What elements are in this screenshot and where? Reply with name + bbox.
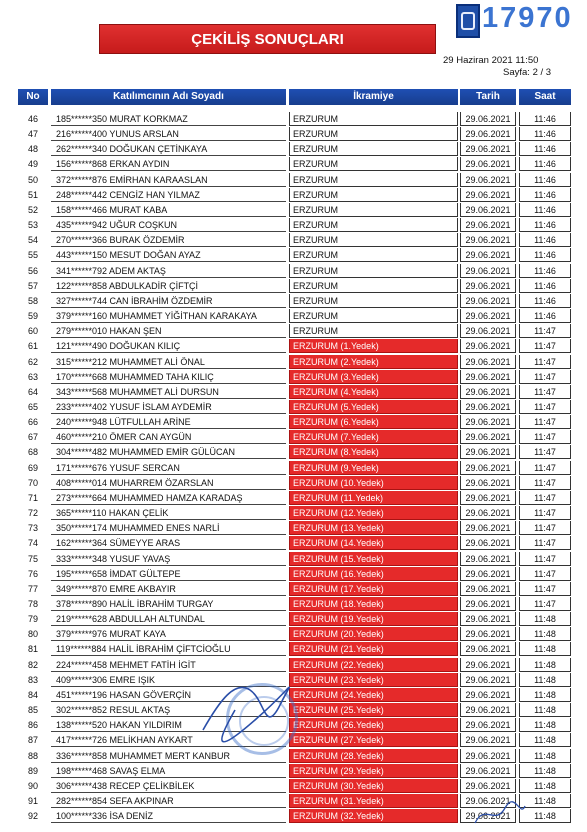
date-cell: 29.06.2021: [460, 127, 516, 141]
time-cell: 11:48: [519, 612, 571, 626]
time-cell: 11:46: [519, 173, 571, 187]
prize-cell: ERZURUM (28.Yedek): [289, 749, 458, 763]
date-cell: 29.06.2021: [460, 188, 516, 202]
prize-cell: ERZURUM (21.Yedek): [289, 642, 458, 656]
date-cell: 29.06.2021: [460, 794, 516, 808]
column-header-time: Saat: [519, 89, 571, 105]
time-cell: 11:46: [519, 127, 571, 141]
prize-cell: ERZURUM (19.Yedek): [289, 612, 458, 626]
table-row: [0, 415, 587, 430]
date-cell: 29.06.2021: [460, 627, 516, 641]
date-cell: 29.06.2021: [460, 521, 516, 535]
participant-name: 302******852 RESUL AKTAŞ: [51, 703, 286, 717]
participant-name: 451******196 HASAN GÖVERÇİN: [51, 688, 286, 702]
time-cell: 11:46: [519, 218, 571, 232]
participant-name: 379******976 MURAT KAYA: [51, 627, 286, 641]
time-cell: 11:47: [519, 400, 571, 414]
participant-name: 185******350 MURAT KORKMAZ: [51, 112, 286, 126]
row-number: 73: [27, 523, 38, 534]
table-row: [0, 627, 587, 642]
column-header-name: Katılımcının Adı Soyadı: [51, 89, 286, 105]
time-cell: 11:47: [519, 430, 571, 444]
table-row: [0, 324, 587, 339]
row-number: 86: [27, 720, 38, 731]
prize-cell: ERZURUM (17.Yedek): [289, 582, 458, 596]
table-row: [0, 127, 587, 142]
row-number: 63: [27, 371, 38, 382]
time-cell: 11:48: [519, 718, 571, 732]
participant-name: 333******348 YUSUF YAVAŞ: [51, 552, 286, 566]
date-cell: 29.06.2021: [460, 673, 516, 687]
prize-cell: ERZURUM (18.Yedek): [289, 597, 458, 611]
prize-cell: ERZURUM: [289, 264, 458, 278]
row-number: 89: [27, 765, 38, 776]
time-cell: 11:47: [519, 355, 571, 369]
column-header-date: Tarih: [460, 89, 516, 105]
date-cell: 29.06.2021: [460, 612, 516, 626]
row-number: 90: [27, 780, 38, 791]
time-cell: 11:46: [519, 188, 571, 202]
date-cell: 29.06.2021: [460, 597, 516, 611]
participant-name: 138******520 HAKAN YILDIRIM: [51, 718, 286, 732]
time-cell: 11:46: [519, 112, 571, 126]
date-cell: 29.06.2021: [460, 279, 516, 293]
participant-name: 341******792 ADEM AKTAŞ: [51, 264, 286, 278]
date-cell: 29.06.2021: [460, 764, 516, 778]
column-header-prize: İkramiye: [289, 89, 458, 105]
participant-name: 327******744 CAN İBRAHİM ÖZDEMİR: [51, 294, 286, 308]
participant-name: 282******854 SEFA AKPINAR: [51, 794, 286, 808]
table-row: [0, 779, 587, 794]
row-number: 70: [27, 477, 38, 488]
time-cell: 11:46: [519, 248, 571, 262]
row-number: 79: [27, 614, 38, 625]
row-number: 82: [27, 659, 38, 670]
table-row: [0, 248, 587, 263]
date-cell: 29.06.2021: [460, 733, 516, 747]
prize-cell: ERZURUM: [289, 294, 458, 308]
participant-name: 417******726 MELİKHAN AYKART: [51, 733, 286, 747]
participant-name: 224******458 MEHMET FATİH İGİT: [51, 658, 286, 672]
table-row: [0, 157, 587, 172]
participant-name: 233******402 YUSUF İSLAM AYDEMİR: [51, 400, 286, 414]
date-cell: 29.06.2021: [460, 415, 516, 429]
participant-name: 248******442 CENGİZ HAN YILMAZ: [51, 188, 286, 202]
prize-cell: ERZURUM (24.Yedek): [289, 688, 458, 702]
time-cell: 11:47: [519, 476, 571, 490]
prize-cell: ERZURUM (20.Yedek): [289, 627, 458, 641]
table-row: [0, 764, 587, 779]
date-cell: 29.06.2021: [460, 157, 516, 171]
time-cell: 11:46: [519, 233, 571, 247]
prize-cell: ERZURUM (13.Yedek): [289, 521, 458, 535]
date-cell: 29.06.2021: [460, 445, 516, 459]
table-row: [0, 309, 587, 324]
row-number: 49: [27, 159, 38, 170]
date-cell: 29.06.2021: [460, 491, 516, 505]
time-cell: 11:48: [519, 658, 571, 672]
row-number: 72: [27, 508, 38, 519]
time-cell: 11:46: [519, 264, 571, 278]
row-number: 68: [27, 447, 38, 458]
prize-cell: ERZURUM: [289, 157, 458, 171]
row-number: 91: [27, 796, 38, 807]
date-cell: 29.06.2021: [460, 430, 516, 444]
date-cell: 29.06.2021: [460, 461, 516, 475]
table-row: [0, 264, 587, 279]
table-row: [0, 582, 587, 597]
table-row: [0, 173, 587, 188]
date-cell: 29.06.2021: [460, 552, 516, 566]
date-cell: 29.06.2021: [460, 203, 516, 217]
time-cell: 11:47: [519, 445, 571, 459]
time-cell: 11:48: [519, 749, 571, 763]
table-row: [0, 536, 587, 551]
row-number: 59: [27, 311, 38, 322]
date-cell: 29.06.2021: [460, 718, 516, 732]
participant-name: 343******568 MUHAMMET ALİ DURSUN: [51, 385, 286, 399]
participant-name: 219******628 ABDULLAH ALTUNDAL: [51, 612, 286, 626]
time-cell: 11:46: [519, 309, 571, 323]
participant-name: 336******858 MUHAMMET MERT KANBUR: [51, 749, 286, 763]
date-cell: 29.06.2021: [460, 294, 516, 308]
participant-name: 171******676 YUSUF SERCAN: [51, 461, 286, 475]
initials-signature-icon: [470, 798, 530, 828]
row-number: 56: [27, 265, 38, 276]
prize-cell: ERZURUM: [289, 188, 458, 202]
row-number: 84: [27, 689, 38, 700]
table-row: [0, 339, 587, 354]
time-cell: 11:47: [519, 385, 571, 399]
row-number: 83: [27, 674, 38, 685]
prize-cell: ERZURUM (9.Yedek): [289, 461, 458, 475]
participant-name: 378******890 HALİL İBRAHİM TURGAY: [51, 597, 286, 611]
table-row: [0, 461, 587, 476]
time-cell: 11:48: [519, 794, 571, 808]
table-row: [0, 400, 587, 415]
date-cell: 29.06.2021: [460, 749, 516, 763]
prize-cell: ERZURUM (7.Yedek): [289, 430, 458, 444]
date-cell: 29.06.2021: [460, 264, 516, 278]
table-row: [0, 188, 587, 203]
row-number: 69: [27, 462, 38, 473]
time-cell: 11:47: [519, 461, 571, 475]
prize-cell: ERZURUM: [289, 142, 458, 156]
draw-date-time: 29 Haziran 2021 11:50: [443, 55, 539, 66]
table-row: [0, 355, 587, 370]
prize-cell: ERZURUM: [289, 112, 458, 126]
table-row: [0, 491, 587, 506]
date-cell: 29.06.2021: [460, 703, 516, 717]
row-number: 60: [27, 326, 38, 337]
row-number: 47: [27, 129, 38, 140]
column-header-no: No: [18, 89, 48, 105]
time-cell: 11:48: [519, 688, 571, 702]
row-number: 76: [27, 568, 38, 579]
participant-name: 306******438 RECEP ÇELİKBİLEK: [51, 779, 286, 793]
row-number: 54: [27, 235, 38, 246]
participant-name: 435******942 UĞUR COŞKUN: [51, 218, 286, 232]
row-number: 77: [27, 583, 38, 594]
signature-icon: [195, 660, 305, 750]
time-cell: 11:48: [519, 809, 571, 823]
table-row: [0, 279, 587, 294]
table-row: [0, 476, 587, 491]
prize-cell: ERZURUM (11.Yedek): [289, 491, 458, 505]
time-cell: 11:47: [519, 552, 571, 566]
participant-name: 156******868 ERKAN AYDIN: [51, 157, 286, 171]
row-number: 78: [27, 599, 38, 609]
participant-name: 162******364 SÜMEYYE ARAS: [51, 536, 286, 550]
table-row: [0, 612, 587, 627]
table-row: [0, 597, 587, 612]
date-cell: 29.06.2021: [460, 355, 516, 369]
participant-name: 119******884 HALİL İBRAHİM ÇİFTCİOĞLU: [51, 642, 286, 656]
date-cell: 29.06.2021: [460, 370, 516, 384]
prize-cell: ERZURUM (31.Yedek): [289, 794, 458, 808]
row-number: 51: [27, 189, 38, 200]
date-cell: 29.06.2021: [460, 688, 516, 702]
table-row: [0, 203, 587, 218]
table-row: [0, 749, 587, 764]
date-cell: 29.06.2021: [460, 658, 516, 672]
time-cell: 11:47: [519, 324, 571, 338]
time-cell: 11:47: [519, 339, 571, 353]
prize-cell: ERZURUM (27.Yedek): [289, 733, 458, 747]
prize-cell: ERZURUM: [289, 203, 458, 217]
row-number: 81: [27, 644, 38, 655]
row-number: 80: [27, 629, 38, 640]
participant-name: 158******466 MURAT KABA: [51, 203, 286, 217]
prize-cell: ERZURUM (23.Yedek): [289, 673, 458, 687]
time-cell: 11:47: [519, 521, 571, 535]
time-cell: 11:48: [519, 764, 571, 778]
participant-name: 195******658 İMDAT GÜLTEPE: [51, 567, 286, 581]
prize-cell: ERZURUM: [289, 309, 458, 323]
participant-name: 304******482 MUHAMMED EMİR GÜLÜCAN: [51, 445, 286, 459]
time-cell: 11:47: [519, 536, 571, 550]
date-cell: 29.06.2021: [460, 248, 516, 262]
prize-cell: ERZURUM: [289, 218, 458, 232]
row-number: 55: [27, 250, 38, 261]
date-cell: 29.06.2021: [460, 142, 516, 156]
table-row: [0, 506, 587, 521]
table-row: [0, 552, 587, 567]
prize-cell: ERZURUM (26.Yedek): [289, 718, 458, 732]
date-cell: 29.06.2021: [460, 218, 516, 232]
date-cell: 29.06.2021: [460, 400, 516, 414]
prize-cell: ERZURUM (5.Yedek): [289, 400, 458, 414]
prize-cell: ERZURUM (12.Yedek): [289, 506, 458, 520]
row-number: 46: [27, 114, 38, 124]
time-cell: 11:47: [519, 506, 571, 520]
time-cell: 11:48: [519, 642, 571, 656]
participant-name: 273******664 MUHAMMED HAMZA KARADAŞ: [51, 491, 286, 505]
prize-cell: ERZURUM (29.Yedek): [289, 764, 458, 778]
row-number: 65: [27, 401, 38, 412]
participant-name: 170******668 MUHAMMED TAHA KILIÇ: [51, 370, 286, 384]
time-cell: 11:48: [519, 733, 571, 747]
table-row: [0, 430, 587, 445]
participant-name: 408******014 MUHARREM ÖZARSLAN: [51, 476, 286, 490]
date-cell: 29.06.2021: [460, 642, 516, 656]
date-cell: 29.06.2021: [460, 339, 516, 353]
row-number: 53: [27, 220, 38, 231]
prize-cell: ERZURUM: [289, 233, 458, 247]
prize-cell: ERZURUM (22.Yedek): [289, 658, 458, 672]
date-cell: 29.06.2021: [460, 779, 516, 793]
table-row: [0, 294, 587, 309]
time-cell: 11:46: [519, 203, 571, 217]
prize-cell: ERZURUM (3.Yedek): [289, 370, 458, 384]
date-cell: 29.06.2021: [460, 233, 516, 247]
page-title: ÇEKİLİŞ SONUÇLARI: [99, 24, 436, 54]
time-cell: 11:47: [519, 370, 571, 384]
participant-name: 350******174 MUHAMMED ENES NARLİ: [51, 521, 286, 535]
participant-name: 349******870 EMRE AKBAYIR: [51, 582, 286, 596]
time-cell: 11:47: [519, 567, 571, 581]
date-cell: 29.06.2021: [460, 582, 516, 596]
participant-name: 198******468 SAVAŞ ELMA: [51, 764, 286, 778]
row-number: 64: [27, 386, 38, 397]
participant-name: 279******010 HAKAN ŞEN: [51, 324, 286, 338]
prize-cell: ERZURUM (16.Yedek): [289, 567, 458, 581]
row-number: 87: [27, 735, 38, 746]
date-cell: 29.06.2021: [460, 476, 516, 490]
row-number: 75: [27, 553, 38, 564]
participant-name: 443******150 MESUT DOĞAN AYAZ: [51, 248, 286, 262]
time-cell: 11:47: [519, 415, 571, 429]
time-cell: 11:47: [519, 491, 571, 505]
prize-cell: ERZURUM (30.Yedek): [289, 779, 458, 793]
prize-cell: ERZURUM: [289, 279, 458, 293]
participant-name: 270******366 BURAK ÖZDEMİR: [51, 233, 286, 247]
row-number: 67: [27, 432, 38, 443]
participant-name: 409******306 EMRE IŞIK: [51, 673, 286, 687]
row-number: 92: [27, 811, 38, 822]
prize-cell: ERZURUM (10.Yedek): [289, 476, 458, 490]
time-cell: 11:48: [519, 673, 571, 687]
table-row: [0, 385, 587, 400]
time-cell: 11:46: [519, 157, 571, 171]
row-number: 71: [27, 492, 38, 503]
brand-logo-icon: [456, 4, 480, 38]
table-row: [0, 567, 587, 582]
date-cell: 29.06.2021: [460, 173, 516, 187]
table-row: [0, 233, 587, 248]
prize-cell: ERZURUM (1.Yedek): [289, 339, 458, 353]
date-cell: 29.06.2021: [460, 809, 516, 823]
prize-cell: ERZURUM (25.Yedek): [289, 703, 458, 717]
prize-cell: ERZURUM (8.Yedek): [289, 445, 458, 459]
date-cell: 29.06.2021: [460, 385, 516, 399]
participant-name: 122******858 ABDULKADİR ÇİFTÇİ: [51, 279, 286, 293]
participant-name: 379******160 MUHAMMET YİĞİTHAN KARAKAYA: [51, 309, 286, 323]
table-row: [0, 218, 587, 233]
participant-name: 365******110 HAKAN ÇELİK: [51, 506, 286, 520]
row-number: 48: [27, 144, 38, 155]
time-cell: 11:47: [519, 582, 571, 596]
participant-name: 262******340 DOĞUKAN ÇETİNKAYA: [51, 142, 286, 156]
prize-cell: ERZURUM (32.Yedek): [289, 809, 458, 823]
row-number: 58: [27, 295, 38, 306]
page-indicator: Sayfa: 2 / 3: [503, 67, 552, 78]
row-number: 57: [27, 280, 38, 291]
row-number: 52: [27, 204, 38, 215]
row-number: 66: [27, 417, 38, 428]
participant-name: 315******212 MUHAMMET ALİ ÖNAL: [51, 355, 286, 369]
document-number: 17970: [482, 2, 573, 34]
prize-cell: ERZURUM: [289, 173, 458, 187]
prize-cell: ERZURUM (2.Yedek): [289, 355, 458, 369]
date-cell: 29.06.2021: [460, 112, 516, 126]
time-cell: 11:46: [519, 279, 571, 293]
time-cell: 11:46: [519, 294, 571, 308]
row-number: 62: [27, 356, 38, 367]
row-number: 88: [27, 750, 38, 761]
participant-name: 121******490 DOĞUKAN KILIÇ: [51, 339, 286, 353]
prize-cell: ERZURUM: [289, 324, 458, 338]
prize-cell: ERZURUM (6.Yedek): [289, 415, 458, 429]
time-cell: 11:48: [519, 703, 571, 717]
prize-cell: ERZURUM (15.Yedek): [289, 552, 458, 566]
date-cell: 29.06.2021: [460, 309, 516, 323]
participant-name: 460******210 ÖMER CAN AYGÜN: [51, 430, 286, 444]
table-row: [0, 521, 587, 536]
participant-name: 100******336 İSA DENİZ: [51, 809, 286, 823]
row-number: 61: [27, 341, 38, 352]
row-number: 50: [27, 174, 38, 185]
time-cell: 11:46: [519, 142, 571, 156]
row-number: 74: [27, 538, 38, 549]
prize-cell: ERZURUM (14.Yedek): [289, 536, 458, 550]
time-cell: 11:47: [519, 597, 571, 611]
time-cell: 11:48: [519, 627, 571, 641]
prize-cell: ERZURUM: [289, 248, 458, 262]
table-row: [0, 642, 587, 657]
table-row: [0, 142, 587, 157]
prize-cell: ERZURUM (4.Yedek): [289, 385, 458, 399]
date-cell: 29.06.2021: [460, 567, 516, 581]
participant-name: 216******400 YUNUS ARSLAN: [51, 127, 286, 141]
table-row: [0, 112, 587, 127]
participant-name: 240******948 LÜTFULLAH ARİNE: [51, 415, 286, 429]
time-cell: 11:48: [519, 779, 571, 793]
table-row: [0, 370, 587, 385]
prize-cell: ERZURUM: [289, 127, 458, 141]
date-cell: 29.06.2021: [460, 536, 516, 550]
table-row: [0, 445, 587, 460]
date-cell: 29.06.2021: [460, 506, 516, 520]
participant-name: 372******876 EMİRHAN KARAASLAN: [51, 173, 286, 187]
date-cell: 29.06.2021: [460, 324, 516, 338]
row-number: 85: [27, 705, 38, 716]
